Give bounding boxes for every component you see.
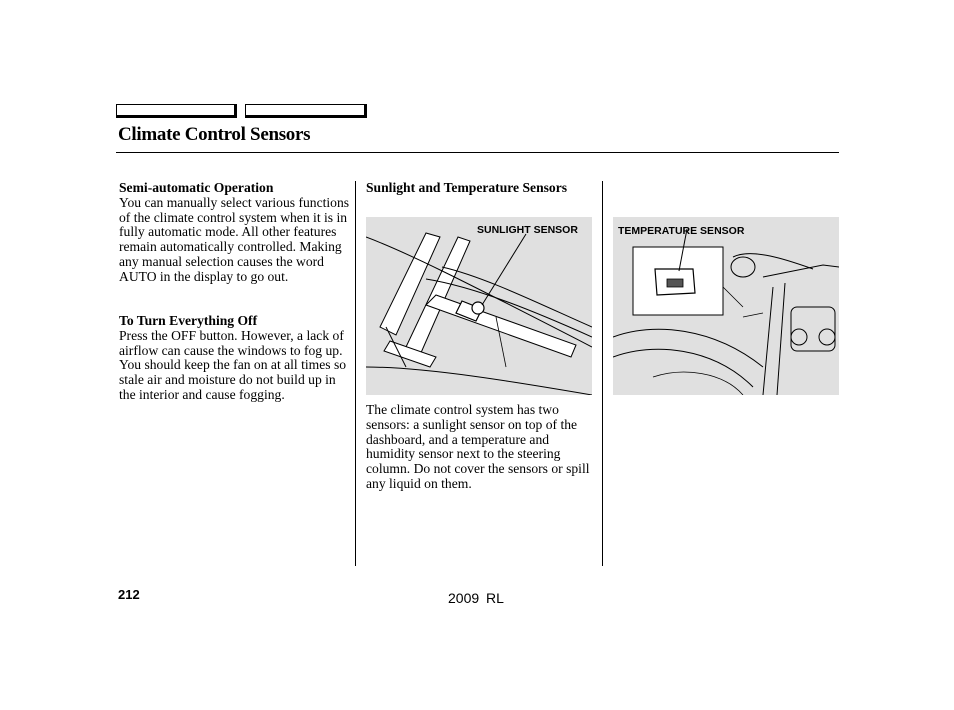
paragraph-turn-off: Press the OFF button. However, a lack of airflow can cause the windows to fog up. You should keep the fan on at all times so stale air and moisture do not build up in the interior and cause fogging. xyxy=(119,327,347,402)
title-divider xyxy=(116,152,839,153)
heading-sensors: Sunlight and Temperature Sensors xyxy=(366,180,568,195)
section-semi-automatic xyxy=(119,181,351,285)
page-title: Climate Control Sensors xyxy=(118,124,311,145)
paragraph-semi-automatic: You can manually select various functions of the climate control system when it is in fully automatic mode. All other features remain automatically controlled. Making any manual selection causes the word AUTO in the display to go out. xyxy=(119,194,350,284)
temperature-sensor-label: TEMPERATURE SENSOR xyxy=(618,225,745,237)
section-turn-off xyxy=(119,314,351,403)
sunlight-sensor-illustration xyxy=(366,217,592,395)
column-divider-2 xyxy=(602,181,603,566)
heading-semi-automatic: Semi-automatic Operation xyxy=(119,180,274,195)
page-number: 212 xyxy=(118,587,140,602)
sunlight-sensor-label: SUNLIGHT SENSOR xyxy=(477,224,578,236)
column-divider-1 xyxy=(355,181,356,566)
steering-column-drawing xyxy=(613,217,839,395)
footer-model: 2009 RL xyxy=(448,590,504,606)
paragraph-sensors: The climate control system has two sensors: a sunlight sensor on top of the dashboard, and a temperature and humidity sensor next to the steering column. Do not cover the sensors or spill any liquid on them. xyxy=(366,402,590,491)
temperature-sensor-illustration xyxy=(613,217,839,395)
nav-tab-button-2[interactable] xyxy=(245,104,367,118)
dashboard-drawing xyxy=(366,217,592,395)
nav-tab-button-1[interactable] xyxy=(116,104,237,118)
heading-turn-off: To Turn Everything Off xyxy=(119,313,258,328)
